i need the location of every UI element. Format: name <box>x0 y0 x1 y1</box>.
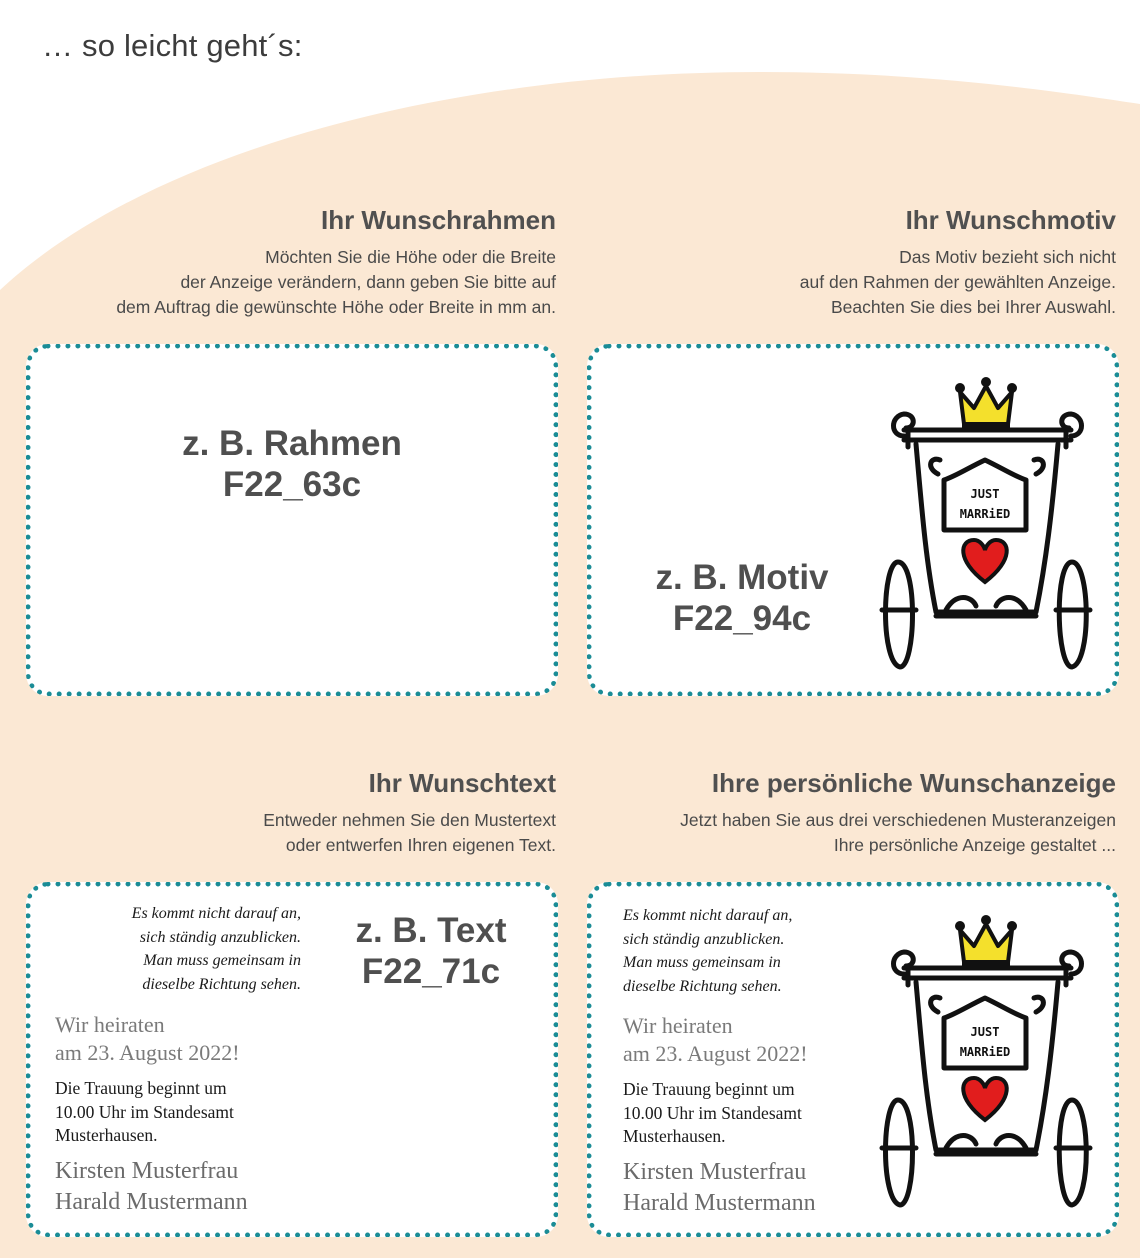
desc-wunschtext: Entweder nehmen Sie den Mustertext oder entwerfen Ihren eigenen Text. <box>263 810 556 855</box>
sample-label-rahmen: z. B. Rahmen F22_63c <box>182 424 402 504</box>
desc-wunschmotiv: Das Motiv bezieht sich nicht auf den Rahmen der gewählten Anzeige. Beachten Sie dies bei Ihrer Auswahl. <box>799 247 1116 317</box>
sample-label-motiv: z. B. Motiv F22_94c <box>655 558 829 638</box>
wedding-details: Die Trauung beginnt um 10.00 Uhr im Standesamt Musterhausen. <box>55 1078 234 1145</box>
wedding-headline: Wir heiraten am 23. August 2022! <box>55 1012 240 1065</box>
wedding-headline-anzeige: Wir heiraten am 23. August 2022! <box>623 1013 808 1066</box>
wedding-names: Kirsten Musterfrau Harald Mustermann <box>55 1158 248 1215</box>
sign-text-just-anzeige: JUST <box>970 1025 1000 1039</box>
desc-wunschanzeige: Jetzt haben Sie aus drei verschiedenen Musteranzeigen Ihre persönliche Anzeige gestaltet ... <box>680 810 1116 855</box>
heading-wunschmotiv: Ihr Wunschmotiv <box>905 205 1116 235</box>
sign-text-just: JUST <box>970 487 1000 501</box>
heading-wunschtext: Ihr Wunschtext <box>368 768 556 798</box>
heading-wunschanzeige: Ihre persönliche Wunschanzeige <box>711 768 1116 798</box>
just-married-carriage-icon <box>876 372 1096 672</box>
frame-rahmen <box>26 344 558 696</box>
sign-text-married-anzeige: MARRiED <box>959 1045 1011 1059</box>
page-title: … so leicht geht´s: <box>42 28 303 63</box>
sign-text-married: MARRiED <box>959 507 1011 521</box>
frame-text <box>26 882 558 1237</box>
heading-wunschrahmen: Ihr Wunschrahmen <box>320 205 556 235</box>
wedding-details-anzeige: Die Trauung beginnt um 10.00 Uhr im Standesamt Musterhausen. <box>623 1079 802 1146</box>
desc-wunschrahmen: Möchten Sie die Höhe oder die Breite der Anzeige verändern, dann geben Sie bitte auf dem Auftrag die gewünschte Höhe oder Breite in mm an. <box>116 247 556 317</box>
sample-label-text: z. B. Text F22_71c <box>355 911 507 991</box>
quote-anzeige: Es kommt nicht darauf an, sich ständig anzublicken. Man muss gemeinsam in dieselbe Richtung sehen. <box>623 907 793 995</box>
quote-text: Es kommt nicht darauf an, sich ständig anzublicken. Man muss gemeinsam in dieselbe Richtung sehen. <box>131 905 301 993</box>
just-married-carriage-icon-anzeige <box>876 910 1096 1210</box>
wedding-names-anzeige: Kirsten Musterfrau Harald Mustermann <box>623 1159 816 1216</box>
